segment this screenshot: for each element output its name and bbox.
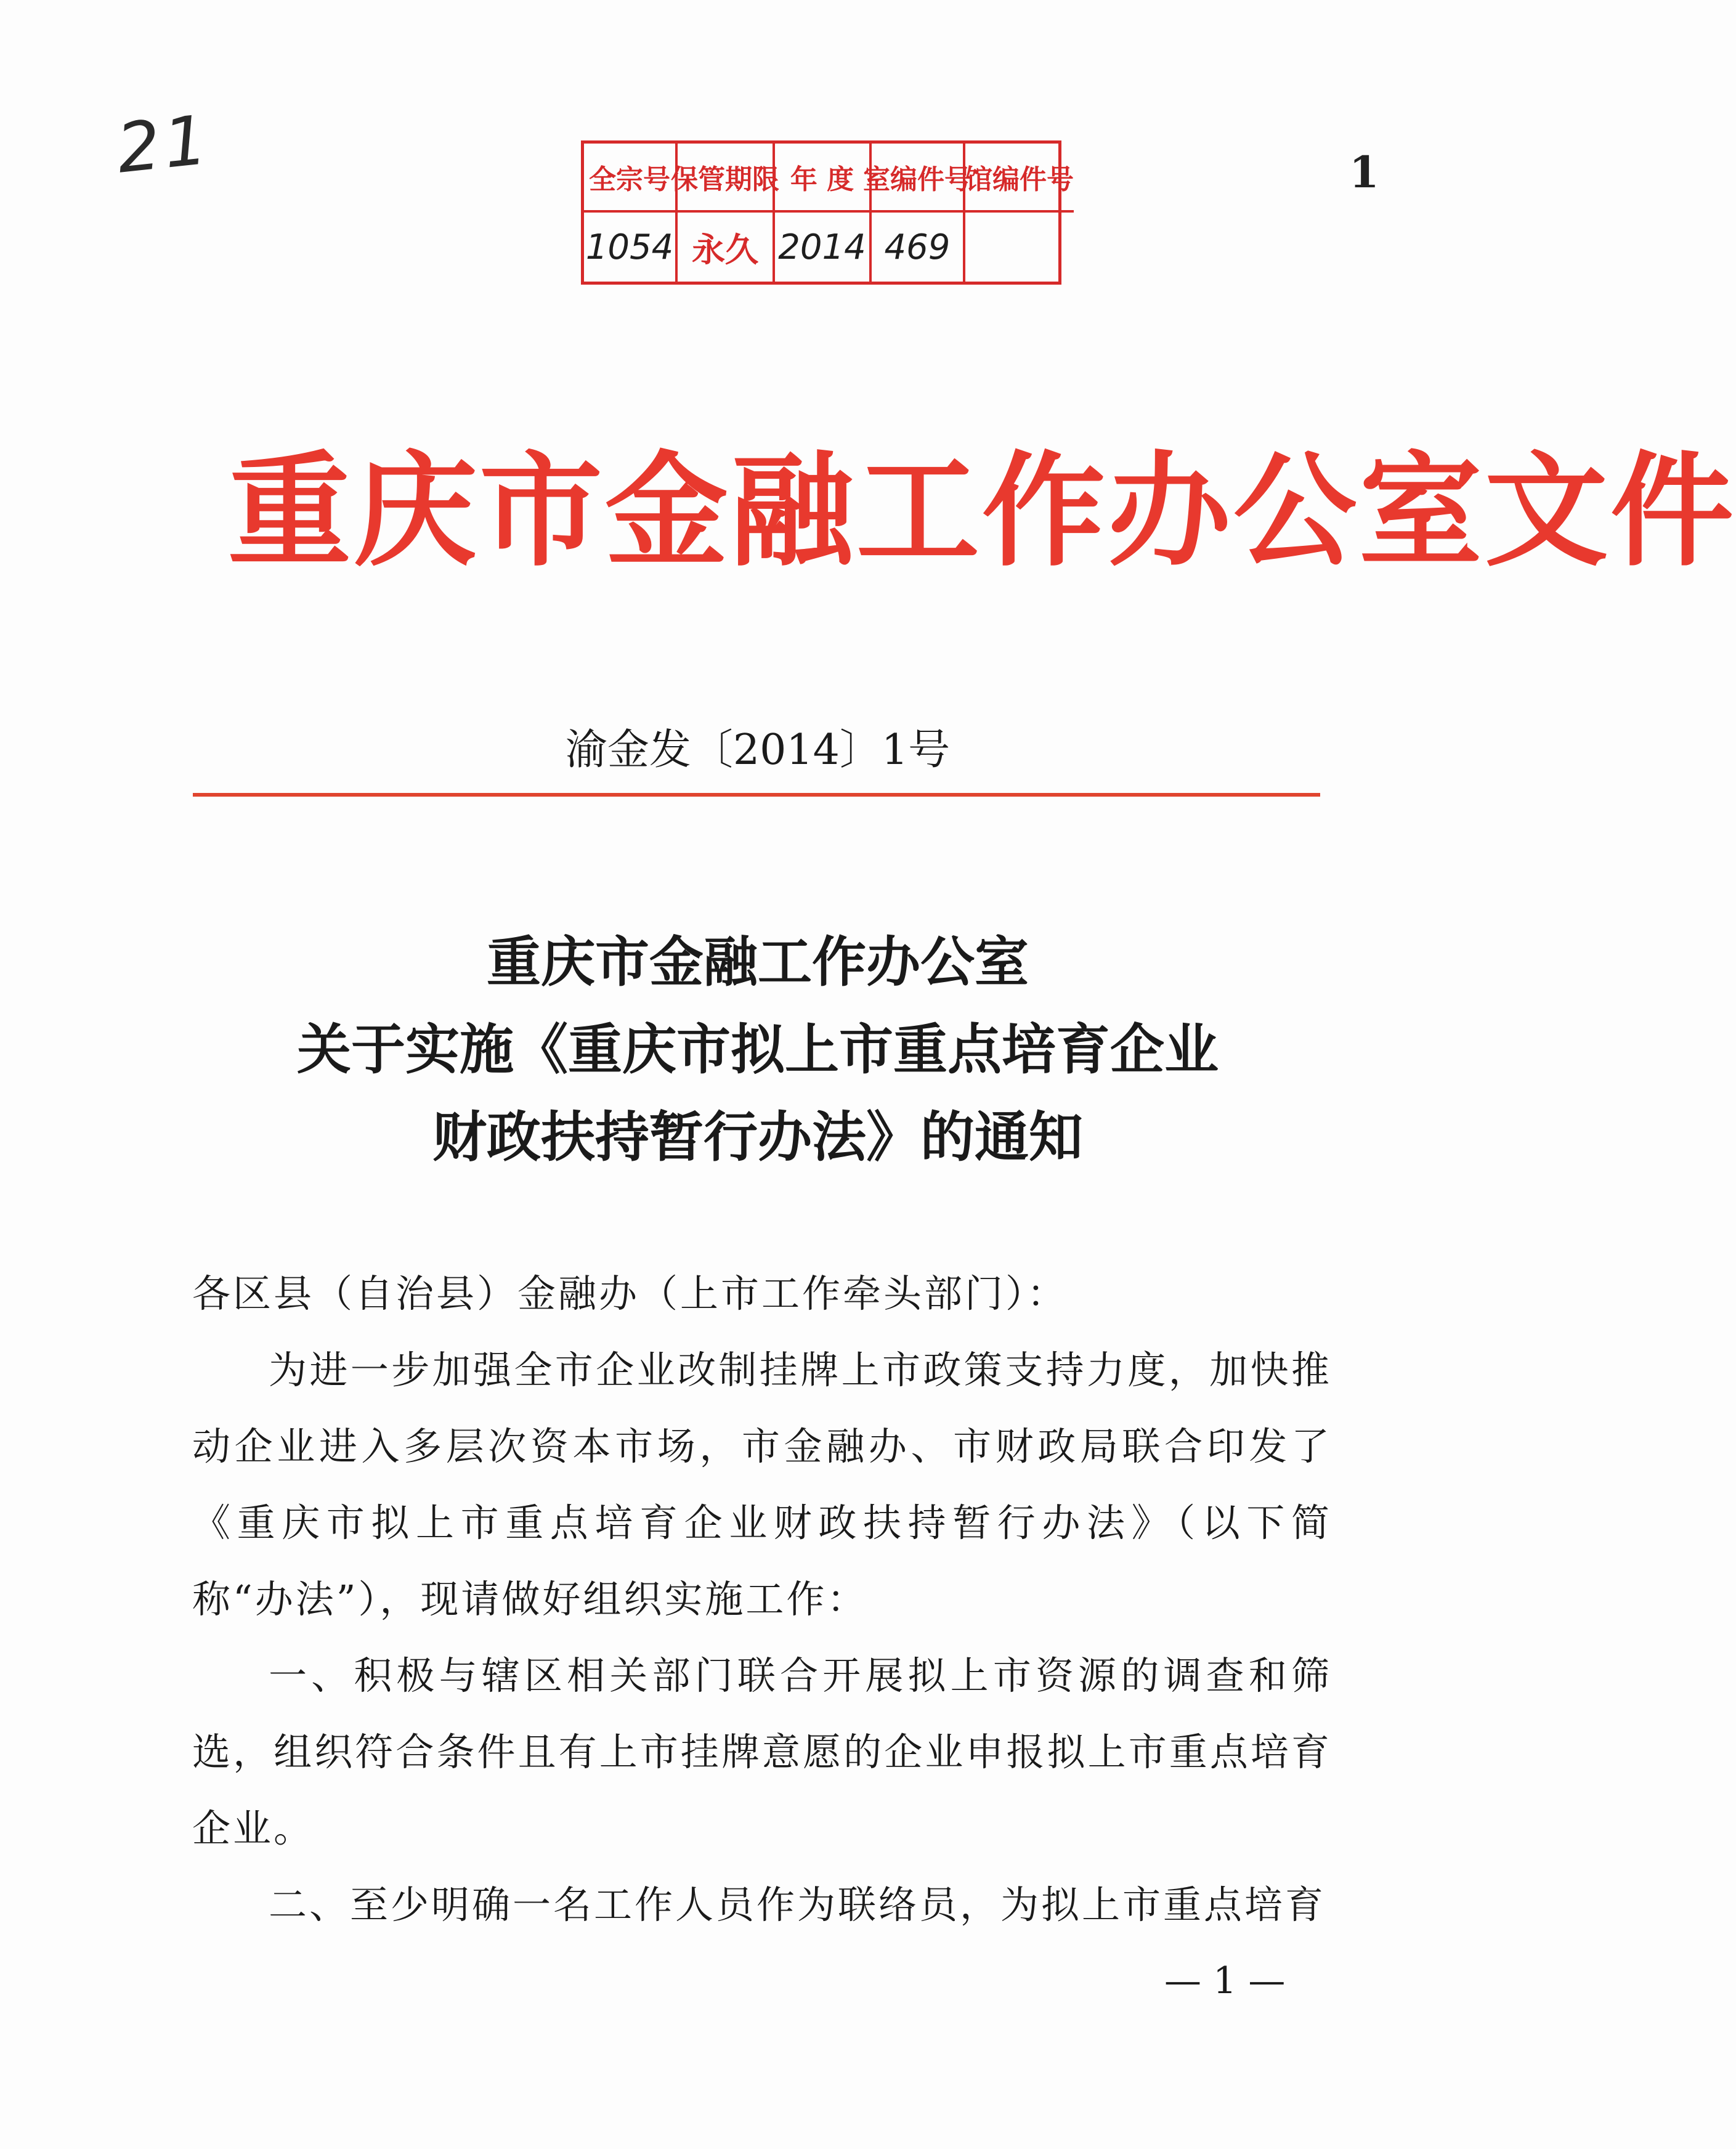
handwritten-archive-mark: 21 [113,100,215,189]
body-item-1: 一、积极与辖区相关部门联合开展拟上市资源的调查和筛选，组织符合条件且有上市挂牌意愿的企业申报拟上市重点培育企业。 [192,1653,1332,1851]
stamp-value-year: 2014 [775,213,872,282]
red-divider [193,793,1320,797]
stamp-header-room-number: 室编件号 [872,144,965,213]
title-line-1: 重庆市金融工作办公室 [486,930,1029,994]
title-line-3: 财政扶持暂行办法》的通知 [432,1105,1083,1169]
body-paragraph: 为进一步加强全市企业改制挂牌上市政策支持力度，加快推动企业进入多层次资本市场，市金融办、市财政局联合印发了《重庆市拟上市重点培育企业财政扶持暂行办法》（以下简称“办法”），现请做好组织实施工作： [192,1347,1332,1622]
page-marker: 1 [1349,147,1379,198]
body-item-2: 二、至少明确一名工作人员作为联络员，为拟上市重点培育 [269,1882,1326,1927]
salutation: 各区县（自治县）金融办（上市工作牵头部门）： [192,1271,1068,1316]
stamp-value-retention: 永久 [678,213,775,282]
stamp-header-year: 年 度 [775,144,872,213]
document-title [0,918,1515,1180]
stamp-value-room-number: 469 [872,213,965,282]
archive-stamp [581,140,1074,285]
title-line-2: 关于实施《重庆市拟上市重点培育企业 [296,1017,1219,1081]
document-masthead: 重庆市金融工作办公室文件 [228,439,1736,583]
stamp-header-archive-number: 馆编件号 [965,144,1074,213]
document-number: 渝金发〔2014〕1号 [565,726,951,774]
stamp-value-fonds: 1054 [584,213,678,282]
stamp-header-fonds: 全宗号 [584,144,678,213]
stamp-value-archive-number [965,213,1074,282]
stamp-header-retention: 保管期限 [678,144,775,213]
page-number: — 1 — [1164,1959,1286,2002]
document-body [192,1256,1332,1943]
